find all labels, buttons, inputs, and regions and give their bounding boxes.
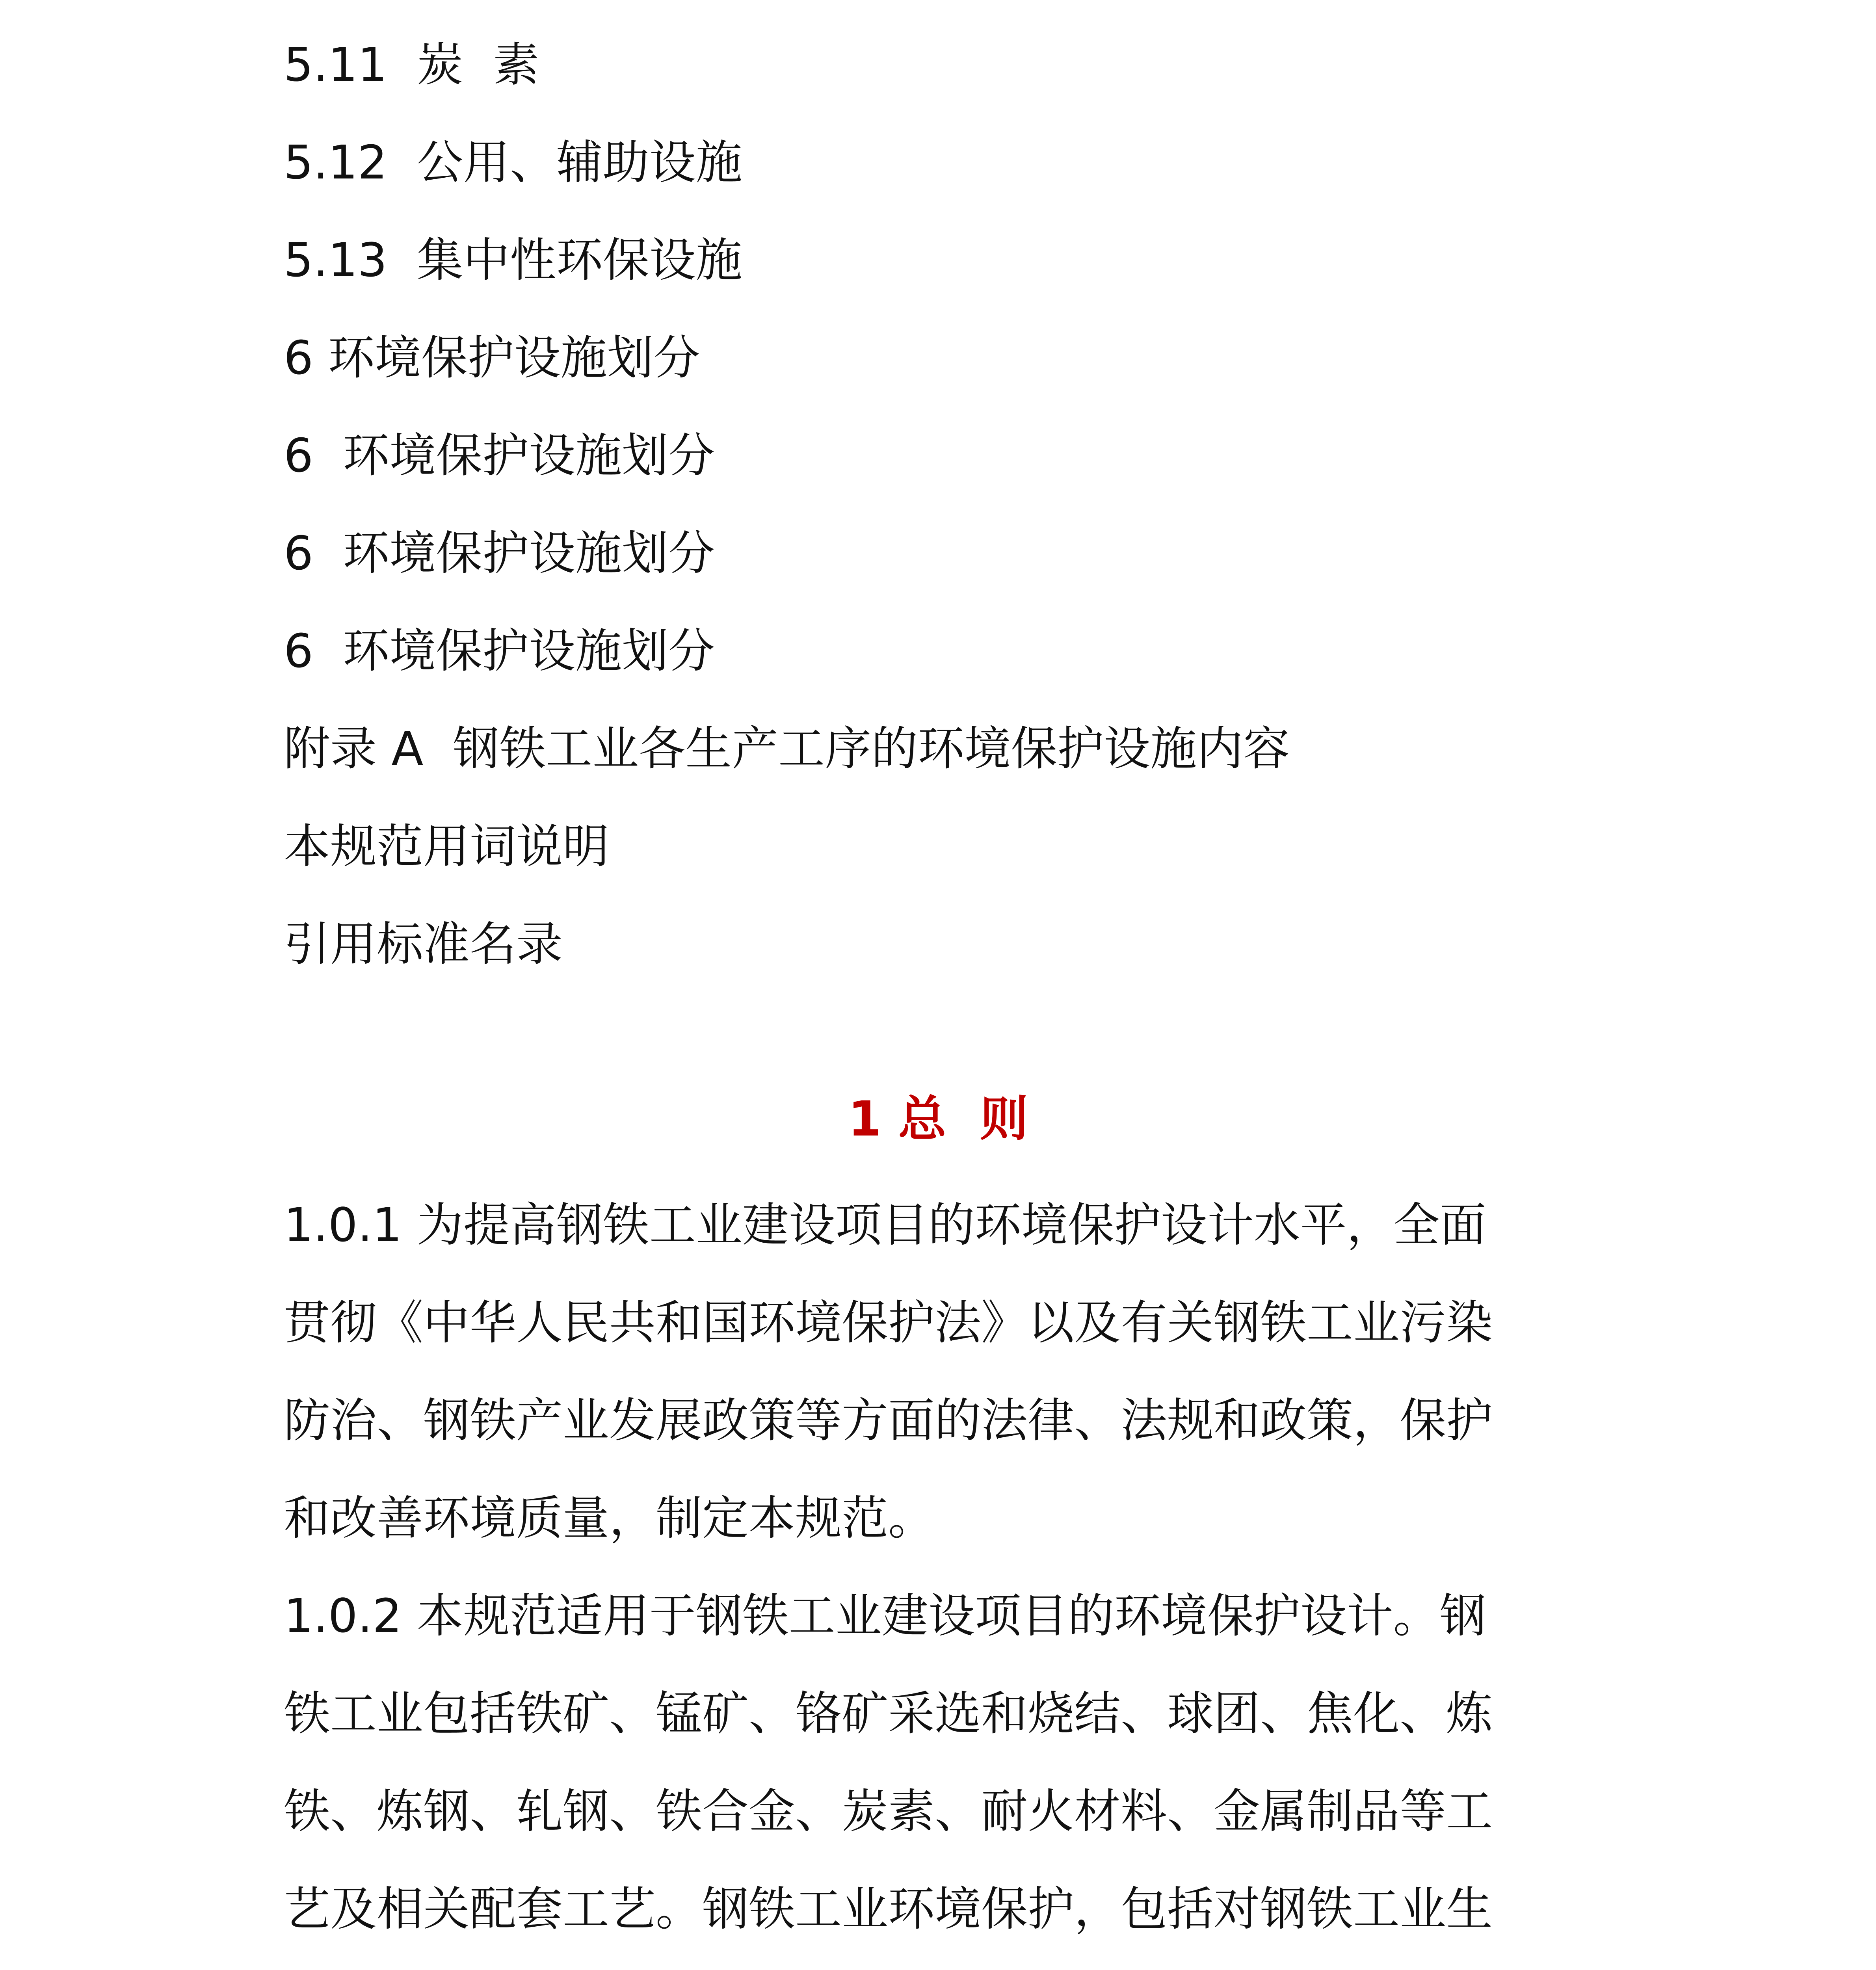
paragraph-line: 铁、炼钢、轧钢、铁合金、炭素、耐火材料、金属制品等工: [284, 1784, 1493, 1838]
paragraph-line: 贯彻《中华人民共和国环境保护法》以及有关钢铁工业污染: [284, 1295, 1493, 1350]
toc-item: 本规范用词说明: [284, 819, 610, 873]
toc-item: 5.12 公用、辅助设施: [284, 135, 742, 190]
paragraph-line: 防治、钢铁产业发展政策等方面的法律、法规和政策，保护: [284, 1393, 1493, 1448]
paragraph-line: 铁工业包括铁矿、锰矿、铬矿采选和烧结、球团、焦化、炼: [284, 1686, 1493, 1741]
paragraph-line: 1.0.1 为提高钢铁工业建设项目的环境保护设计水平，全面: [284, 1198, 1486, 1252]
paragraph-line: 1.0.2 本规范适用于钢铁工业建设项目的环境保护设计。钢: [284, 1589, 1486, 1643]
section-heading: 1 总 则: [848, 1091, 1028, 1147]
toc-item: 5.13 集中性环保设施: [284, 233, 742, 287]
toc-item: 引用标准名录: [284, 917, 563, 971]
paragraph-line: 艺及相关配套工艺。钢铁工业环境保护，包括对钢铁工业生: [284, 1882, 1493, 1936]
toc-item: 附录 A 钢铁工业各生产工序的环境保护设施内容: [284, 721, 1290, 776]
table-of-contents: [284, 16, 1623, 993]
section-body: [284, 1176, 1584, 1970]
toc-item: 6 环境保护设施划分: [284, 624, 715, 678]
paragraph-line: 和改善环境质量，制定本规范。: [284, 1491, 935, 1545]
toc-item: 6 环境保护设施划分: [284, 428, 715, 483]
toc-item: 6 环境保护设施划分: [284, 526, 715, 580]
toc-item: 5.11 炭 素: [284, 37, 539, 92]
paragraph-line: [284, 1958, 1584, 1970]
toc-item: 6 环境保护设施划分: [284, 331, 700, 385]
